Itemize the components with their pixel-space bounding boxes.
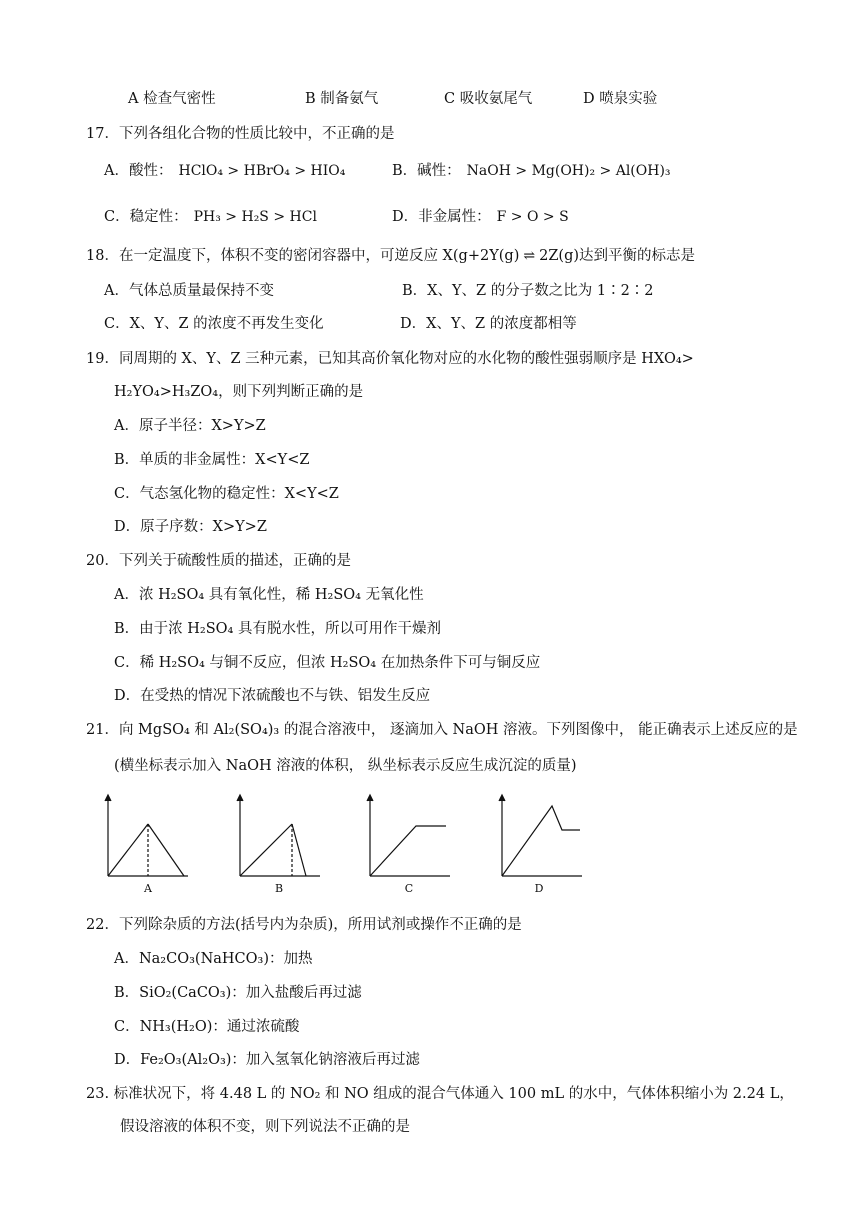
q20-option-b: B．由于浓 H₂SO₄ 具有脱水性，所以可用作干燥剂 <box>114 621 441 637</box>
q19-option-a: A．原子半径：X>Y>Z <box>114 418 266 434</box>
graph-label-b: B <box>274 882 284 895</box>
q17-option-b: B．碱性： NaOH > Mg(OH)₂ > Al(OH)₃ <box>392 163 671 179</box>
q17-option-c: C．稳定性： PH₃ > H₂S > HCl <box>104 209 317 225</box>
q20-stem: 20．下列关于硫酸性质的描述，正确的是 <box>86 553 351 569</box>
q16-option-a: A 检查气密性 <box>128 91 216 107</box>
graph-d <box>494 792 584 882</box>
q20-option-d: D．在受热的情况下浓硫酸也不与铁、铝发生反应 <box>114 688 431 704</box>
q19-option-c: C．气态氢化物的稳定性：X<Y<Z <box>114 486 339 502</box>
graph-c <box>362 792 452 882</box>
q21-stem-line2: (横坐标表示加入 NaOH 溶液的体积， 纵坐标表示反应生成沉淀的质量) <box>114 758 577 774</box>
q22-option-b: B．SiO₂(CaCO₃)：加入盐酸后再过滤 <box>114 985 362 1001</box>
q22-option-a: A．Na₂CO₃(NaHCO₃)：加热 <box>114 951 313 967</box>
q16-option-c: C 吸收氨尾气 <box>444 91 533 107</box>
q19-option-b: B．单质的非金属性：X<Y<Z <box>114 452 310 468</box>
q17-option-a: A．酸性： HClO₄ > HBrO₄ > HIO₄ <box>104 163 346 179</box>
q17-option-d: D．非金属性： F > O > S <box>392 209 569 225</box>
graph-label-a: A <box>144 882 152 895</box>
q22-option-c: C．NH₃(H₂O)：通过浓硫酸 <box>114 1019 300 1035</box>
q16-option-b: B 制备氨气 <box>305 91 379 107</box>
q17-stem: 17．下列各组化合物的性质比较中，不正确的是 <box>86 126 395 142</box>
q18-option-b: B．X、Y、Z 的分子数之比为 1∶2∶2 <box>402 283 654 299</box>
equilibrium-arrow-icon: ⇌ <box>523 248 536 264</box>
q22-option-d: D．Fe₂O₃(Al₂O₃)：加入氢氧化钠溶液后再过滤 <box>114 1052 420 1068</box>
graph-a <box>100 792 190 882</box>
q19-stem-line2: H₂YO₄>H₃ZO₄，则下列判断正确的是 <box>114 384 364 400</box>
q20-option-c: C．稀 H₂SO₄ 与铜不反应，但浓 H₂SO₄ 在加热条件下可与铜反应 <box>114 655 541 671</box>
q19-stem-line1: 19．同周期的 X、Y、Z 三种元素，已知其高价氧化物对应的水化物的酸性强弱顺序是 HXO₄> <box>86 351 694 367</box>
q18-option-d: D．X、Y、Z 的浓度都相等 <box>400 316 577 332</box>
q19-option-d: D．原子序数：X>Y>Z <box>114 519 267 535</box>
graph-label-c: C <box>404 882 414 895</box>
q16-option-d: D 喷泉实验 <box>583 91 658 107</box>
q23-stem-line2: 假设溶液的体积不变，则下列说法不正确的是 <box>120 1119 410 1135</box>
q18-option-c: C．X、Y、Z 的浓度不再发生变化 <box>104 316 324 332</box>
q20-option-a: A．浓 H₂SO₄ 具有氧化性，稀 H₂SO₄ 无氧化性 <box>114 587 424 603</box>
q18-stem: 18．在一定温度下，体积不变的密闭容器中，可逆反应 X(g+2Y(g) ⇌ 2Z(g)达到平衡的标志是 <box>86 248 696 264</box>
q18-option-a: A．气体总质量最保持不变 <box>104 283 274 299</box>
graph-label-d: D <box>534 882 544 895</box>
graph-b <box>232 792 322 882</box>
q21-stem-line1: 21．向 MgSO₄ 和 Al₂(SO₄)₃ 的混合溶液中， 逐滴加入 NaOH 溶液。下列图像中， 能正确表示上述反应的是 <box>86 722 798 738</box>
q23-stem-line1: 23. 标准状况下，将 4.48 L 的 NO₂ 和 NO 组成的混合气体通入 100 mL 的水中，气体体积缩小为 2.24 L， <box>86 1086 794 1102</box>
q22-stem: 22．下列除杂质的方法(括号内为杂质)，所用试剂或操作不正确的是 <box>86 917 522 933</box>
